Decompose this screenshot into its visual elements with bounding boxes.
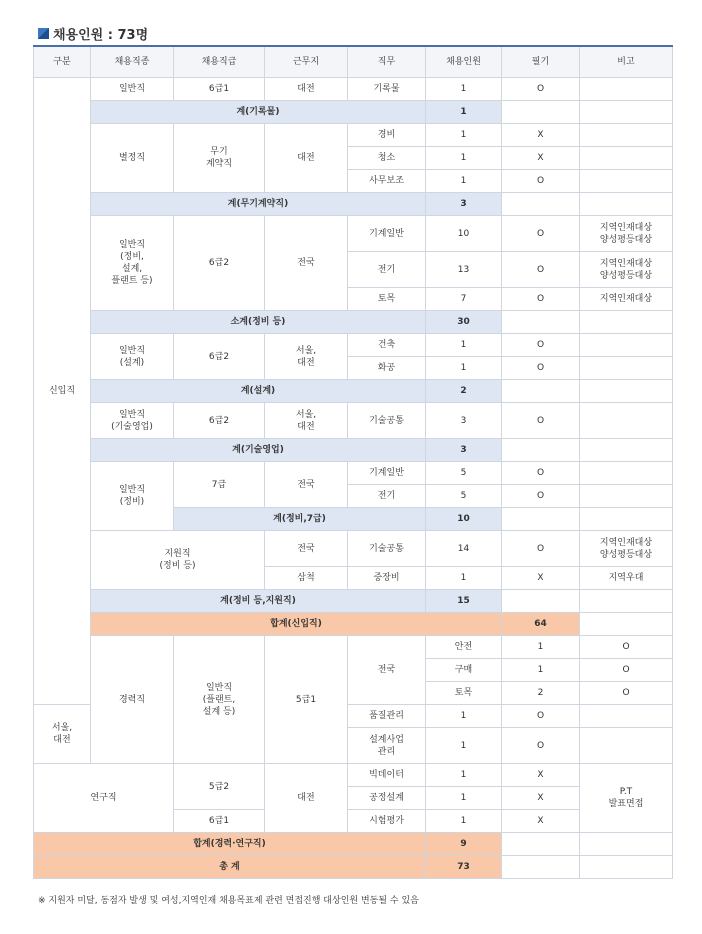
- cell: 13: [426, 252, 502, 288]
- cell: 서울, 대전: [265, 334, 348, 380]
- cell: [502, 856, 580, 879]
- cell: O: [502, 728, 580, 764]
- cell: [580, 856, 673, 879]
- subtotal-value: 10: [426, 508, 502, 531]
- table-row: [34, 636, 673, 659]
- subtotal-row: [34, 590, 673, 613]
- table-row: [34, 764, 673, 787]
- cell: 일반직: [91, 78, 174, 101]
- total-label: 합계(신입직): [91, 613, 502, 636]
- cell: 전국: [265, 216, 348, 311]
- col-header: 비고: [580, 46, 673, 78]
- cell: 일반직 (설계): [91, 334, 174, 380]
- subtotal-label: 계(설계): [91, 380, 426, 403]
- cell: [502, 380, 580, 403]
- cell: O: [580, 659, 673, 682]
- subtotal-label: 계(기술영업): [91, 439, 426, 462]
- cell: [580, 485, 673, 508]
- cell: 별정직: [91, 124, 174, 193]
- cell: 1: [426, 357, 502, 380]
- cell: [580, 193, 673, 216]
- cell: [580, 590, 673, 613]
- cell: [580, 78, 673, 101]
- cell: [580, 334, 673, 357]
- cell: X: [502, 124, 580, 147]
- cell: [580, 439, 673, 462]
- cell: 공정설계: [348, 787, 426, 810]
- cell: [502, 101, 580, 124]
- cell: X: [502, 567, 580, 590]
- cell: X: [502, 764, 580, 787]
- subtotal-row: [34, 193, 673, 216]
- subtotal-value: 30: [426, 311, 502, 334]
- cell: 6급2: [174, 334, 265, 380]
- total-label: 총 계: [34, 856, 426, 879]
- section-title-text: 채용인원 : 73명: [53, 27, 149, 43]
- col-header: 채용인원: [426, 46, 502, 78]
- cell: [580, 833, 673, 856]
- cell: [502, 439, 580, 462]
- cell: 전기: [348, 485, 426, 508]
- table-row: [34, 334, 673, 357]
- cell: 5: [426, 462, 502, 485]
- table-row: [34, 78, 673, 101]
- subtotal-row: [34, 311, 673, 334]
- note-cell: 지역인재대상 양성평등대상: [580, 531, 673, 567]
- cell: O: [580, 682, 673, 705]
- cell: 1: [426, 567, 502, 590]
- cell: [580, 311, 673, 334]
- cell: 5: [426, 485, 502, 508]
- cell: 중장비: [348, 567, 426, 590]
- cell: 1: [426, 147, 502, 170]
- cell: O: [502, 252, 580, 288]
- cell: 기계일반: [348, 462, 426, 485]
- subtotal-row: [34, 101, 673, 124]
- cell: [580, 613, 673, 636]
- cell: [502, 833, 580, 856]
- cell: 삼척: [265, 567, 348, 590]
- cell: [580, 101, 673, 124]
- col-header: 직무: [348, 46, 426, 78]
- cell: O: [502, 170, 580, 193]
- cell: 1: [426, 764, 502, 787]
- square-bullet-icon: [38, 28, 49, 39]
- cell: 빅데이터: [348, 764, 426, 787]
- subtotal-value: 1: [426, 101, 502, 124]
- cell: O: [502, 485, 580, 508]
- cell: X: [502, 147, 580, 170]
- cell: 1: [426, 810, 502, 833]
- cell: O: [502, 705, 580, 728]
- cell: 1: [426, 728, 502, 764]
- cell: 대전: [265, 78, 348, 101]
- col-header: 채용직종: [91, 46, 174, 78]
- col-header: 근무지: [265, 46, 348, 78]
- cell: O: [502, 288, 580, 311]
- cell: 1: [426, 78, 502, 101]
- total-row: [34, 613, 673, 636]
- total-value: 64: [502, 613, 580, 636]
- cell: 1: [426, 787, 502, 810]
- cell: [502, 193, 580, 216]
- subtotal-label: 계(정비 등,지원직): [91, 590, 426, 613]
- cell: 품질관리: [348, 705, 426, 728]
- cell: 일반직 (정비): [91, 462, 174, 531]
- cell: 1: [502, 659, 580, 682]
- cell: 7급: [174, 462, 265, 508]
- cell: [580, 403, 673, 439]
- cell: 일반직 (정비, 설계, 플랜트 등): [91, 216, 174, 311]
- cell: 기술공통: [348, 531, 426, 567]
- cell: 1: [426, 170, 502, 193]
- cell: 구매: [426, 659, 502, 682]
- table-row: [34, 216, 673, 252]
- cell: [580, 170, 673, 193]
- subtotal-label: 계(무기계약직): [91, 193, 426, 216]
- cell: 청소: [348, 147, 426, 170]
- subtotal-value: 15: [426, 590, 502, 613]
- cell: 10: [426, 216, 502, 252]
- table-header-row: [34, 46, 673, 78]
- cell: O: [502, 531, 580, 567]
- group-cell: 연구직: [34, 764, 174, 833]
- total-value: 9: [426, 833, 502, 856]
- subtotal-label: 소계(정비 등): [91, 311, 426, 334]
- cell: 설계사업 관리: [348, 728, 426, 764]
- cell: O: [580, 636, 673, 659]
- cell: 6급2: [174, 216, 265, 311]
- table-row: [34, 462, 673, 485]
- note-cell: 지역우대: [580, 567, 673, 590]
- cell: 1: [426, 705, 502, 728]
- cell: O: [502, 403, 580, 439]
- total-label: 합계(경력·연구직): [34, 833, 426, 856]
- group-cell: 경력직: [91, 636, 174, 764]
- cell: [502, 590, 580, 613]
- cell: O: [502, 78, 580, 101]
- cell: 전국: [265, 462, 348, 508]
- cell: O: [502, 357, 580, 380]
- cell: 6급1: [174, 810, 265, 833]
- cell: 건축: [348, 334, 426, 357]
- cell: 5급2: [174, 764, 265, 810]
- cell: 화공: [348, 357, 426, 380]
- section-title: [38, 24, 148, 42]
- subtotal-value: 2: [426, 380, 502, 403]
- cell: [580, 508, 673, 531]
- cell: O: [502, 334, 580, 357]
- cell: 지원직 (정비 등): [91, 531, 265, 590]
- cell: 대전: [265, 764, 348, 833]
- col-header: 채용직급: [174, 46, 265, 78]
- table-row: [34, 124, 673, 147]
- cell: 대전: [265, 124, 348, 193]
- table-row: [34, 531, 673, 567]
- note-cell: 지역인재대상 양성평등대상: [580, 252, 673, 288]
- cell: [580, 357, 673, 380]
- total-row: [34, 833, 673, 856]
- cell: O: [502, 216, 580, 252]
- cell: 7: [426, 288, 502, 311]
- subtotal-value: 3: [426, 439, 502, 462]
- cell: 안전: [426, 636, 502, 659]
- subtotal-label: 계(기록물): [91, 101, 426, 124]
- cell: [580, 380, 673, 403]
- table-row: [34, 403, 673, 439]
- cell: [580, 705, 673, 728]
- cell: 2: [502, 682, 580, 705]
- note-cell: P.T 발표면접: [580, 764, 673, 833]
- cell: 사무보조: [348, 170, 426, 193]
- footnote: ※ 지원자 미달, 동점자 발생 및 여성,지역인재 채용목표제 관련 면접진행 대상인원 변동될 수 있음: [38, 896, 419, 906]
- cell: 토목: [348, 288, 426, 311]
- cell: 3: [426, 403, 502, 439]
- total-value: 73: [426, 856, 502, 879]
- grand-total-row: [34, 856, 673, 879]
- cell: [580, 124, 673, 147]
- recruitment-table: [33, 45, 673, 879]
- cell: 서울, 대전: [34, 705, 91, 764]
- cell: 전국: [265, 531, 348, 567]
- cell: [502, 311, 580, 334]
- note-cell: 지역인재대상: [580, 288, 673, 311]
- cell: 일반직 (플랜트, 설계 등): [174, 636, 265, 764]
- cell: 서울, 대전: [265, 403, 348, 439]
- cell: 시험평가: [348, 810, 426, 833]
- cell: [580, 147, 673, 170]
- subtotal-label: 계(정비,7급): [174, 508, 426, 531]
- cell: O: [502, 462, 580, 485]
- cell: 1: [502, 636, 580, 659]
- note-cell: 지역인재대상 양성평등대상: [580, 216, 673, 252]
- subtotal-row: [34, 439, 673, 462]
- cell: 전국: [348, 636, 426, 705]
- cell: 1: [426, 124, 502, 147]
- cell: 6급2: [174, 403, 265, 439]
- cell: [580, 728, 673, 764]
- cell: 6급1: [174, 78, 265, 101]
- cell: 무기 계약직: [174, 124, 265, 193]
- cell: 1: [426, 334, 502, 357]
- cell: [502, 508, 580, 531]
- cell: 기술공통: [348, 403, 426, 439]
- subtotal-row: [34, 380, 673, 403]
- cell: [580, 462, 673, 485]
- cell: 14: [426, 531, 502, 567]
- col-header: 필기: [502, 46, 580, 78]
- group-cell: 신입직: [34, 78, 91, 705]
- cell: X: [502, 810, 580, 833]
- cell: 기록물: [348, 78, 426, 101]
- cell: 경비: [348, 124, 426, 147]
- cell: X: [502, 787, 580, 810]
- subtotal-value: 3: [426, 193, 502, 216]
- cell: 기계일반: [348, 216, 426, 252]
- cell: 토목: [426, 682, 502, 705]
- cell: 5급1: [265, 636, 348, 764]
- cell: 일반직 (기술영업): [91, 403, 174, 439]
- col-header: 구분: [34, 46, 91, 78]
- cell: 전기: [348, 252, 426, 288]
